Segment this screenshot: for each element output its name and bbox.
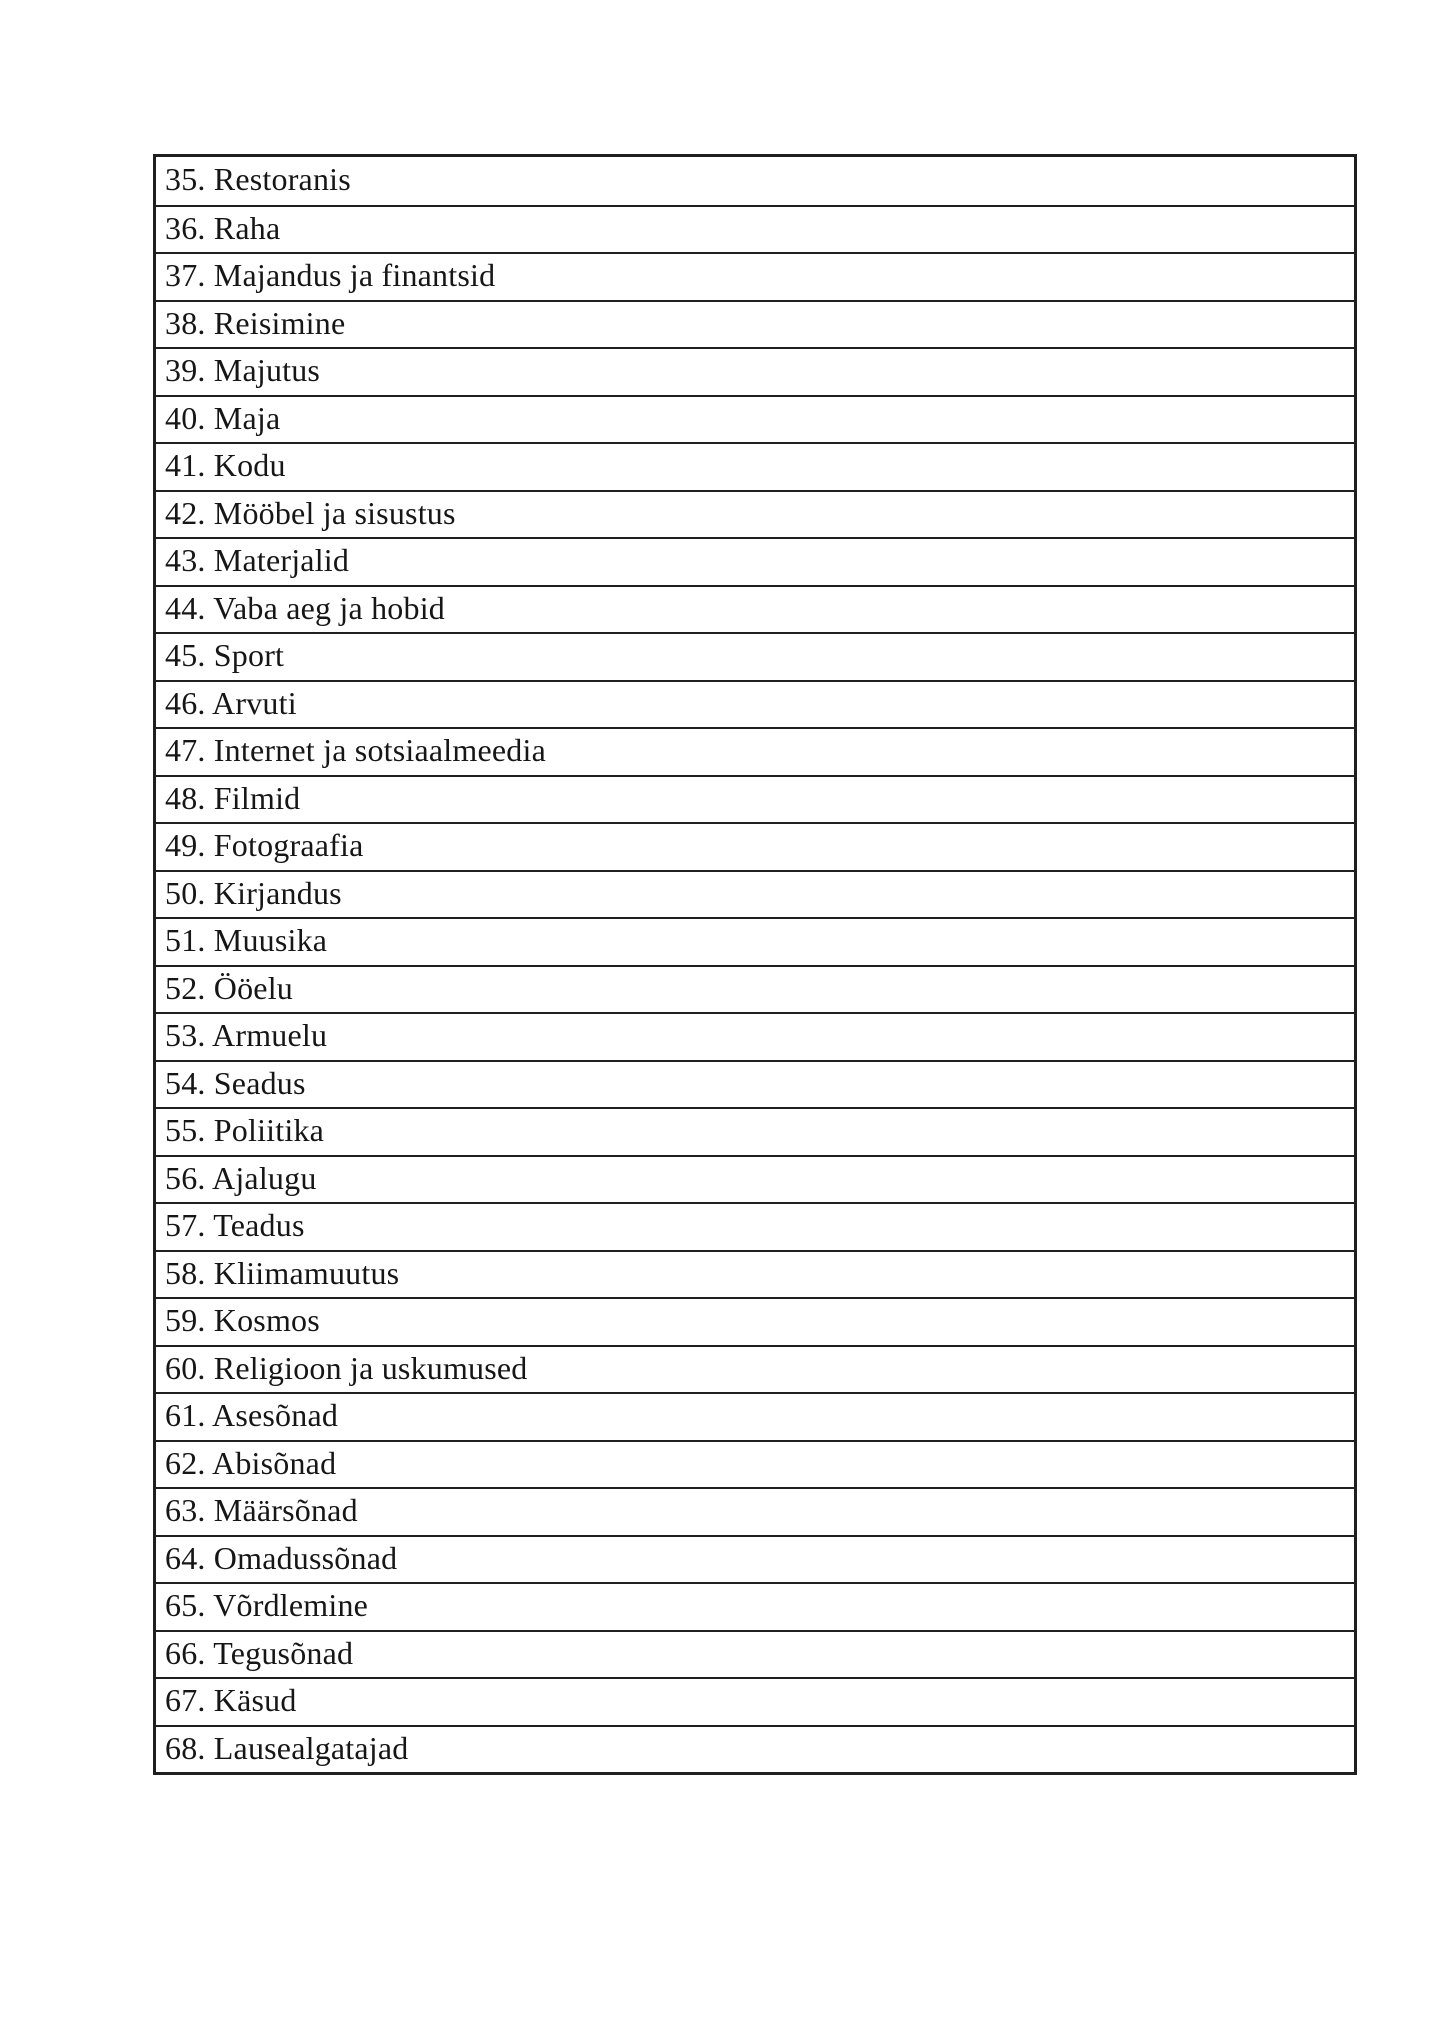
- table-row: [156, 1677, 1354, 1725]
- chapter-entry-label: 46. Arvuti: [165, 684, 297, 721]
- chapter-entry-label: 65. Võrdlemine: [165, 1587, 369, 1624]
- chapter-entry-label: 49. Fotograafia: [165, 827, 364, 864]
- chapter-entry-label: 37. Majandus ja finantsid: [165, 257, 496, 294]
- chapter-entry-label: 55. Poliitika: [165, 1112, 325, 1149]
- table-row: [156, 1155, 1354, 1203]
- table-row: [156, 157, 1354, 205]
- table-row: [156, 1392, 1354, 1440]
- table-row: [156, 822, 1354, 870]
- table-row: [156, 585, 1354, 633]
- table-row: [156, 205, 1354, 253]
- chapter-entry-label: 44. Vaba aeg ja hobid: [165, 589, 445, 626]
- table-row: [156, 1725, 1354, 1773]
- chapter-entry-label: 38. Reisimine: [165, 304, 346, 341]
- chapter-entry-label: 47. Internet ja sotsiaalmeedia: [165, 732, 546, 769]
- table-row: [156, 917, 1354, 965]
- table-row: [156, 632, 1354, 680]
- table-row: [156, 1250, 1354, 1298]
- table-row: [156, 347, 1354, 395]
- table-row: [156, 775, 1354, 823]
- table-row: [156, 1060, 1354, 1108]
- chapter-entry-label: 43. Materjalid: [165, 542, 350, 579]
- chapter-entry-label: 42. Mööbel ja sisustus: [165, 494, 456, 531]
- table-row: [156, 1487, 1354, 1535]
- chapter-entry-label: 58. Kliimamuutus: [165, 1254, 400, 1291]
- table-row: [156, 1630, 1354, 1678]
- chapter-entry-label: 68. Lausealgatajad: [165, 1729, 409, 1766]
- table-row: [156, 442, 1354, 490]
- chapter-entry-label: 56. Ajalugu: [165, 1159, 317, 1196]
- chapter-entry-label: 50. Kirjandus: [165, 874, 342, 911]
- chapter-entry-label: 53. Armuelu: [165, 1017, 328, 1054]
- table-row: [156, 490, 1354, 538]
- table-row: [156, 1582, 1354, 1630]
- chapter-entry-label: 60. Religioon ja uskumused: [165, 1349, 528, 1386]
- chapter-entry-label: 54. Seadus: [165, 1064, 306, 1101]
- chapter-entry-label: 59. Kosmos: [165, 1302, 320, 1339]
- table-row: [156, 300, 1354, 348]
- chapter-entry-label: 45. Sport: [165, 637, 285, 674]
- table-row: [156, 252, 1354, 300]
- chapter-entry-label: 66. Tegusõnad: [165, 1634, 354, 1671]
- table-row: [156, 1535, 1354, 1583]
- chapter-entry-label: 64. Omadussõnad: [165, 1539, 398, 1576]
- chapter-entry-label: 39. Majutus: [165, 352, 321, 389]
- contents-table: [153, 154, 1357, 1775]
- chapter-entry-label: 41. Kodu: [165, 447, 286, 484]
- table-row: [156, 1107, 1354, 1155]
- table-row: [156, 727, 1354, 775]
- table-row: [156, 1345, 1354, 1393]
- chapter-entry-label: 48. Filmid: [165, 779, 301, 816]
- table-row: [156, 965, 1354, 1013]
- chapter-entry-label: 67. Käsud: [165, 1682, 297, 1719]
- table-row: [156, 537, 1354, 585]
- table-row: [156, 1297, 1354, 1345]
- table-row: [156, 680, 1354, 728]
- chapter-entry-label: 52. Ööelu: [165, 969, 294, 1006]
- chapter-entry-label: 36. Raha: [165, 209, 281, 246]
- chapter-entry-label: 40. Maja: [165, 399, 281, 436]
- chapter-entry-label: 63. Määrsõnad: [165, 1492, 358, 1529]
- chapter-entry-label: 61. Asesõnad: [165, 1397, 339, 1434]
- table-row: [156, 395, 1354, 443]
- chapter-entry-label: 62. Abisõnad: [165, 1444, 337, 1481]
- chapter-entry-label: 51. Muusika: [165, 922, 328, 959]
- table-row: [156, 1012, 1354, 1060]
- table-row: [156, 870, 1354, 918]
- chapter-entry-label: 57. Teadus: [165, 1207, 305, 1244]
- chapter-entry-label: 35. Restoranis: [165, 161, 351, 198]
- table-row: [156, 1440, 1354, 1488]
- table-row: [156, 1202, 1354, 1250]
